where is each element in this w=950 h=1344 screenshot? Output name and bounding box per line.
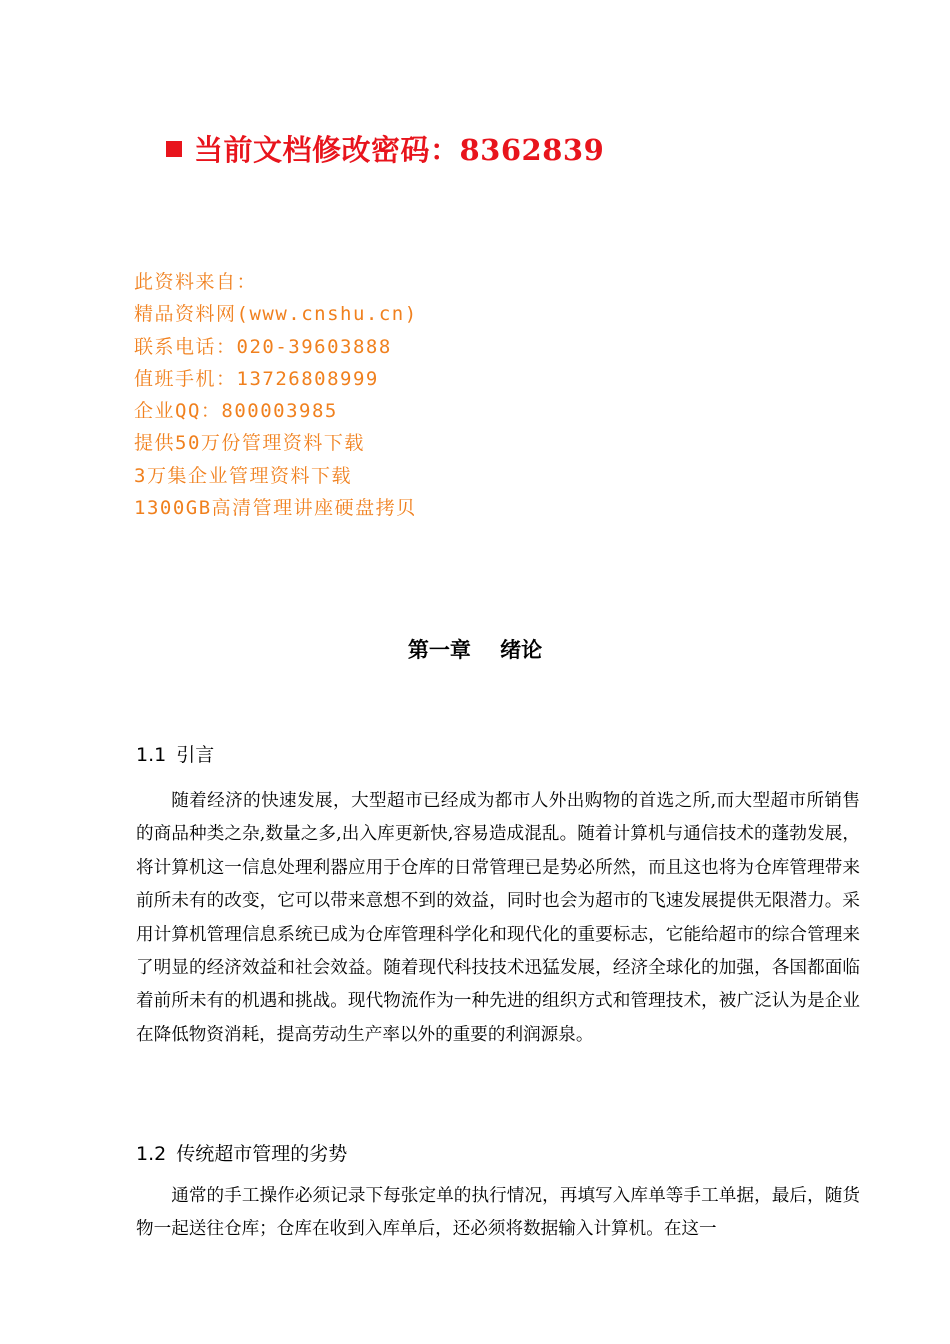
section-heading bbox=[136, 740, 214, 767]
chapter-title: 第一章 绪论 bbox=[407, 638, 543, 662]
section-body-paragraph: 通常的手工操作必须记录下每张定单的执行情况，再填写入库单等手工单据，最后，随货物一起送往仓库；仓库在收到入库单后，还必须将数据输入计算机。在这一 bbox=[136, 1186, 860, 1240]
password-notice-text: 当前文档修改密码：8362839 bbox=[194, 133, 605, 167]
section-heading-text: 传统超市管理的劣势 bbox=[176, 1143, 348, 1165]
source-line: 3万集企业管理资料下载 bbox=[134, 464, 352, 487]
source-info-block bbox=[134, 266, 418, 524]
source-line: 精品资料网(www.cnshu.cn) bbox=[134, 303, 418, 326]
source-line: 提供50万份管理资料下载 bbox=[134, 432, 365, 455]
source-line: 此资料来自： bbox=[134, 271, 258, 293]
section-heading bbox=[136, 1139, 347, 1166]
section-body-paragraph: 随着经济的快速发展，大型超市已经成为都市人外出购物的首选之所,而大型超市所销售的商品种类之杂,数量之多,出入库更新快,容易造成混乱。随着计算机与通信技术的蓬勃发展，将计算机这一信息处理利器应用于仓库的日常管理已是势必所然，而且这也将为仓库管理带来前所未有的改变，它可以带来意想不到的效益，同时也会为超市的飞速发展提供无限潜力。采用计算机管理信息系统已成为仓库管理科学化和现代化的重要标志，它能给超市的综合管理来了明显的经济效益和社会效益。随着现代科技技术迅猛发展，经济全球化的加强，各国都面临着前所未有的机遇和挑战。现代物流作为一种先进的组织方式和管理技术，被广泛认为是企业在降低物资消耗，提高劳动生产率以外的重要的利润源泉。 bbox=[136, 791, 860, 1045]
source-line: 1300GB高清管理讲座硬盘拷贝 bbox=[134, 497, 417, 520]
source-line: 联系电话：020-39603888 bbox=[134, 335, 392, 358]
password-notice bbox=[166, 128, 604, 169]
source-line: 企业QQ：800003985 bbox=[134, 400, 338, 423]
square-bullet-icon bbox=[166, 141, 182, 157]
source-line: 值班手机：13726808999 bbox=[134, 367, 379, 390]
section-heading-text: 引言 bbox=[176, 744, 215, 766]
section-number: 1.1 bbox=[136, 744, 167, 766]
section-number: 1.2 bbox=[136, 1143, 167, 1165]
